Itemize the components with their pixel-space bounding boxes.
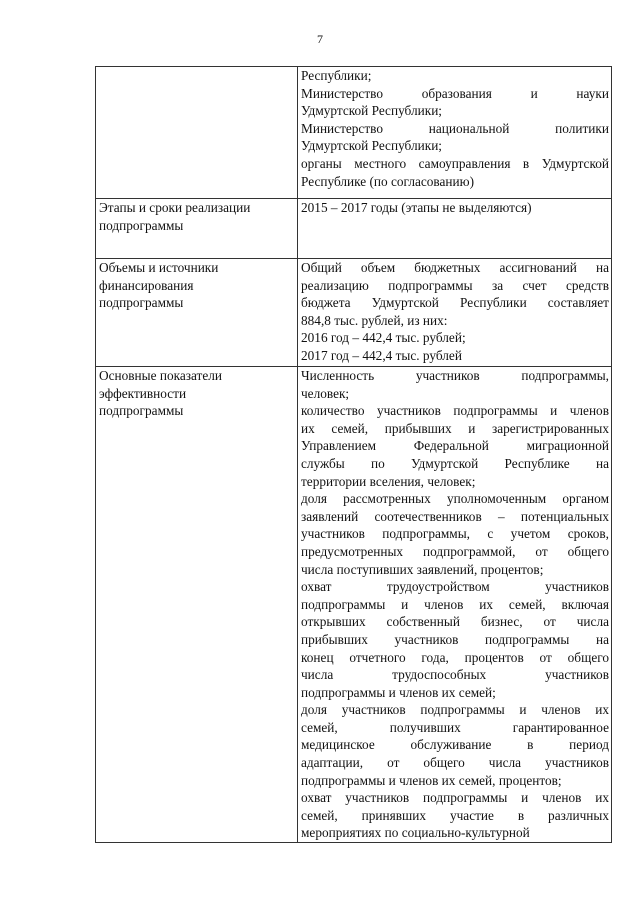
row-content-line: конец отчетного года, процентов от общего xyxy=(301,649,609,665)
row-label-cell xyxy=(96,67,298,199)
row-content-line: охват трудоустройством участников xyxy=(301,579,609,595)
row-content-line: подпрограммы и членов их семей; xyxy=(301,684,496,700)
table-row xyxy=(96,259,612,367)
row-content-line: доля рассмотренных уполномоченным органом xyxy=(301,491,609,507)
row-content-line: заявлений соотечественников – потенциальных xyxy=(301,508,609,524)
row-content-line: мероприятиях по социально-культурной xyxy=(301,825,530,841)
row-content-line: семей, принявших участие в различных xyxy=(301,807,609,823)
row-content-line: их семей, прибывших и зарегистрированных xyxy=(301,420,609,436)
row-content-line: органы местного самоуправления в Удмуртской xyxy=(301,155,609,171)
passport-table xyxy=(95,66,612,843)
row-content-line: количество участников подпрограммы и членов xyxy=(301,403,609,419)
row-content-cell xyxy=(298,199,612,259)
row-label-line: подпрограммы xyxy=(99,403,184,419)
row-content-line: подпрограммы и членов их семей, процентов; xyxy=(301,772,562,788)
row-label-cell xyxy=(96,199,298,259)
row-content-line: адаптации, от общего числа участников xyxy=(301,755,609,771)
row-content-line: подпрограммы и членов их семей, включая xyxy=(301,596,609,612)
row-content-line: открывших собственный бизнес, от числа xyxy=(301,614,609,630)
row-label-line: Этапы и сроки реализации xyxy=(99,200,251,215)
page-number: 7 xyxy=(317,32,323,46)
row-content-line: службы по Удмуртской Республике на xyxy=(301,455,609,471)
row-content-line: 884,8 тыс. рублей, из них: xyxy=(301,312,448,328)
row-content-line: Управлением Федеральной миграционной xyxy=(301,438,609,454)
row-content-line: Министерство образования и науки xyxy=(301,85,609,101)
row-content-line: охват участников подпрограммы и членов их xyxy=(301,790,609,806)
row-content-line: участников подпрограммы, с учетом сроков, xyxy=(301,526,609,542)
row-label-line: Основные показатели xyxy=(99,368,223,383)
row-content-line: числа поступивших заявлений, процентов; xyxy=(301,561,544,577)
row-content-line: доля участников подпрограммы и членов их xyxy=(301,702,609,718)
row-label-cell xyxy=(96,367,298,843)
row-label-line: подпрограммы xyxy=(99,295,184,311)
row-content-cell xyxy=(298,259,612,367)
row-content-line: 2015 – 2017 годы (этапы не выделяются) xyxy=(301,200,532,215)
row-content-line: медицинское обслуживание в период xyxy=(301,737,609,753)
row-content-line: 2016 год – 442,4 тыс. рублей; xyxy=(301,330,466,346)
row-label-line: эффективности xyxy=(99,385,187,401)
row-label-cell xyxy=(96,259,298,367)
row-content-line: Удмуртской Республики; xyxy=(301,138,442,154)
row-content-line: Республики; xyxy=(301,68,372,83)
table-body xyxy=(96,67,612,843)
row-content-line: бюджета Удмуртской Республики составляет xyxy=(301,295,609,311)
row-content-line: Численность участников подпрограммы, xyxy=(301,368,609,383)
row-label-line: Объемы и источники xyxy=(99,260,219,275)
row-content-line: семей, получивших гарантированное xyxy=(301,719,609,735)
row-content-line: Министерство национальной политики xyxy=(301,120,609,136)
row-content-cell xyxy=(298,67,612,199)
row-content-line: Общий объем бюджетных ассигнований на xyxy=(301,260,609,275)
table-row xyxy=(96,67,612,199)
row-content-line: предусмотренных подпрограммой, от общего xyxy=(301,543,609,559)
row-content-line: территории вселения, человек; xyxy=(301,473,476,489)
row-content-cell xyxy=(298,367,612,843)
table-row xyxy=(96,367,612,843)
row-content-line: прибывших участников подпрограммы на xyxy=(301,631,609,647)
table-row xyxy=(96,199,612,259)
row-content-line: человек; xyxy=(301,385,350,401)
row-content-line: реализацию подпрограммы за счет средств xyxy=(301,277,609,293)
row-content-line: Удмуртской Республики; xyxy=(301,103,442,119)
row-content-line: Республике (по согласованию) xyxy=(301,173,475,189)
row-label-line: финансирования xyxy=(99,277,194,293)
row-label-line: подпрограммы xyxy=(99,217,184,233)
row-content-line: 2017 год – 442,4 тыс. рублей xyxy=(301,347,462,363)
row-content-line: числа трудоспособных участников xyxy=(301,667,609,683)
